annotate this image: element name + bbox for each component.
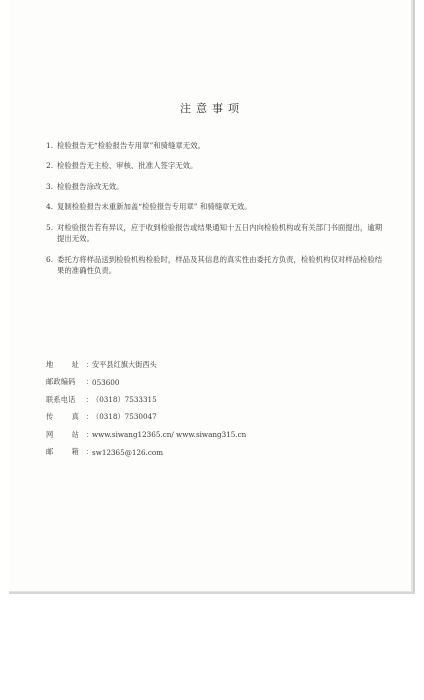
note-item — [46, 201, 386, 212]
note-number: 3. — [46, 181, 54, 191]
paper-sheet — [9, 0, 413, 593]
address-label-char: 地 — [46, 359, 54, 369]
postcode-label: 邮政编码 — [46, 377, 76, 387]
fax-label-char: 传 — [46, 412, 54, 422]
note-number: 4. — [46, 202, 54, 212]
email-label-char: 箱 — [71, 447, 79, 457]
note-number: 2. — [46, 161, 54, 171]
fax-separator: ： — [86, 412, 94, 422]
phone-separator: ： — [86, 394, 94, 404]
email-label-char: 邮 — [46, 447, 54, 457]
note-number: 5. — [46, 222, 54, 232]
note-text: 复制检验报告未重新加盖“检验报告专用章” 和骑缝章无效。 — [57, 202, 252, 212]
website-value: www.siwang12365.cn/ www.siwang315.cn — [92, 430, 247, 440]
postcode-separator: ： — [86, 377, 94, 387]
notes-list — [46, 140, 386, 286]
address-value: 安平县红旗大街西头 — [92, 359, 157, 369]
note-text: 检验报告无主检、审核、批准人签字无效。 — [57, 161, 198, 171]
contact-row-website — [46, 426, 366, 444]
note-text: 对检验报告若有异议，应于收到检验报告或结果通知十五日内向检验机构或有关部门书面提出，逾期提出无效。 — [57, 222, 383, 244]
website-label-char: 网 — [46, 429, 54, 439]
paper-edge-right — [413, 0, 415, 593]
note-item — [46, 181, 386, 192]
note-item — [46, 222, 386, 245]
postcode-value: 053600 — [92, 377, 120, 387]
contact-row-address — [46, 356, 366, 374]
note-number: 1. — [46, 141, 54, 150]
note-item — [46, 254, 386, 277]
contact-row-postcode — [46, 374, 366, 392]
note-item — [46, 160, 386, 171]
contact-block — [46, 356, 366, 461]
website-label-char: 站 — [71, 429, 79, 439]
address-label-char: 址 — [71, 359, 79, 369]
fax-value: （0318）7530047 — [92, 412, 157, 422]
phone-label: 联系电话 — [46, 394, 76, 404]
website-label — [46, 430, 79, 440]
email-label — [46, 447, 79, 457]
fax-label — [46, 412, 79, 422]
page-title: 注意事项 — [180, 102, 244, 115]
address-label — [46, 360, 79, 370]
email-separator: ： — [86, 447, 94, 457]
website-separator: ： — [86, 429, 94, 439]
note-item — [46, 140, 386, 151]
contact-row-phone — [46, 391, 366, 409]
paper-edge-bottom — [9, 592, 415, 594]
note-text: 委托方将样品送到检验机构检验时，样品及其信息的真实性由委托方负责，检验机构仅对样品检验结果的准确性负责。 — [57, 254, 383, 276]
contact-row-fax — [46, 409, 366, 427]
note-number: 6. — [46, 254, 54, 264]
email-value: sw12365@126.com — [92, 447, 164, 457]
address-separator: ： — [86, 359, 94, 369]
phone-value: （0318）7533315 — [92, 394, 157, 404]
note-text: 检验报告无“检验报告专用章”和骑缝章无效。 — [57, 141, 205, 150]
contact-row-email — [46, 444, 366, 462]
fax-label-char: 真 — [71, 412, 79, 422]
note-text: 检验报告涂改无效。 — [57, 181, 124, 191]
